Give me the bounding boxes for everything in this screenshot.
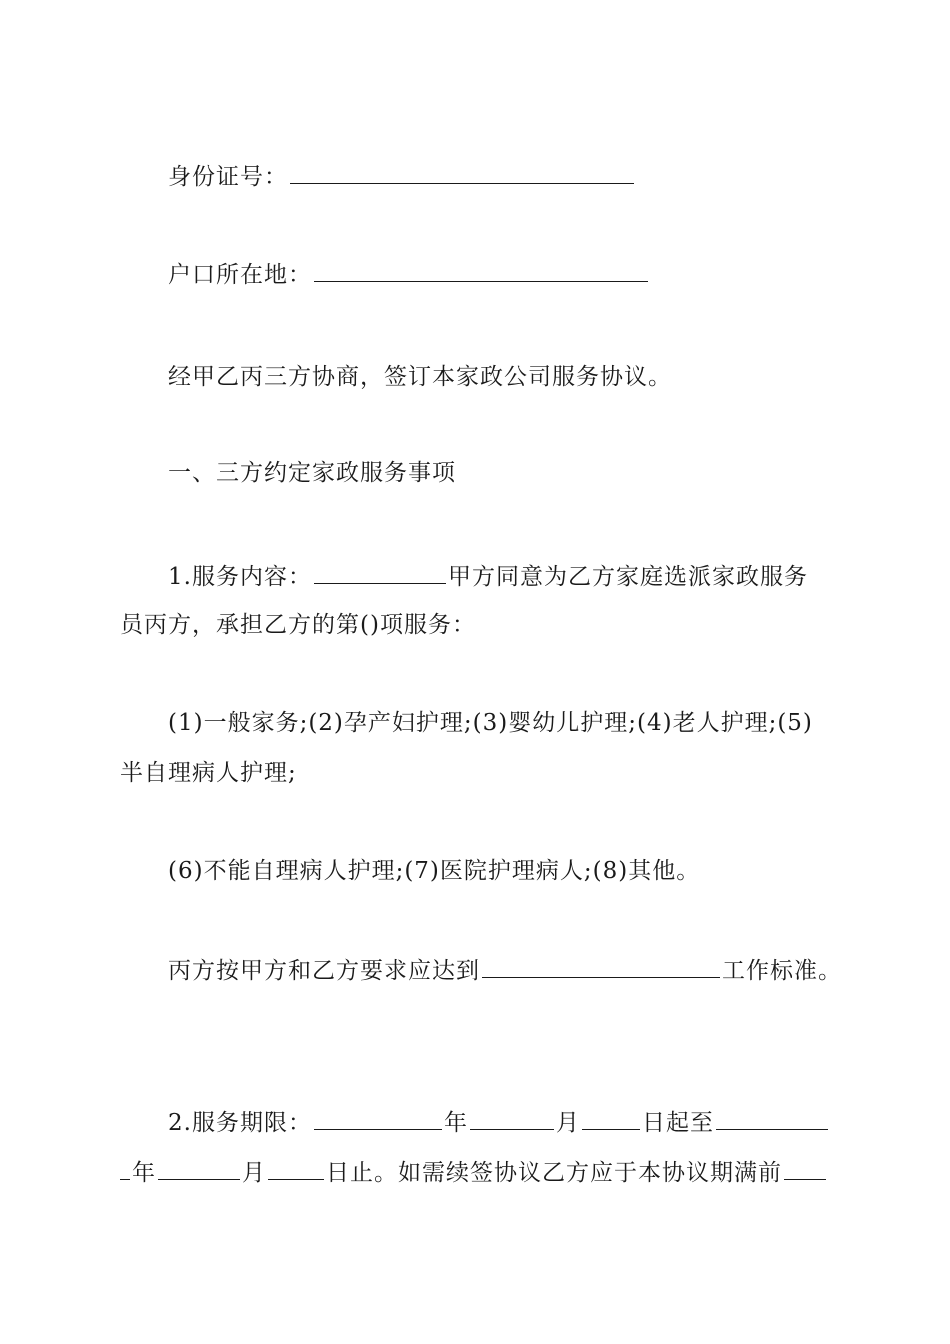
start-month-label: 月 <box>555 1110 580 1136</box>
services-list-line3: (6)不能自理病人护理;(7)医院护理病人;(8)其他。 <box>168 858 701 884</box>
hukou-blank[interactable] <box>314 259 648 282</box>
service-content-line1 <box>168 560 840 594</box>
id-number-line <box>168 160 840 194</box>
standard-line <box>168 954 840 988</box>
start-year-blank[interactable] <box>314 1107 442 1130</box>
section-heading: 一、三方约定家政服务事项 <box>168 460 456 486</box>
services-list-line2: 半自理病人护理; <box>120 760 297 786</box>
standard-blank[interactable] <box>482 955 720 978</box>
end-day-blank[interactable] <box>268 1157 324 1180</box>
service-content-text: 甲方同意为乙方家庭选派家政服务 <box>447 564 808 590</box>
id-number-blank[interactable] <box>290 161 634 184</box>
standard-suffix: 工作标准。 <box>722 958 842 984</box>
start-year-label: 年 <box>443 1110 468 1136</box>
start-month-blank[interactable] <box>470 1107 554 1130</box>
intro-paragraph: 经甲乙丙三方协商，签订本家政公司服务协议。 <box>168 364 672 390</box>
end-year-blank-part1[interactable] <box>716 1107 828 1130</box>
end-month-blank[interactable] <box>158 1157 240 1180</box>
services-list-line1: (1)一般家务;(2)孕产妇护理;(3)婴幼儿护理;(4)老人护理;(5) <box>168 710 813 736</box>
end-year-blank-part2[interactable] <box>120 1157 130 1180</box>
service-period-line2 <box>120 1156 840 1190</box>
renewal-days-blank[interactable] <box>784 1157 826 1180</box>
end-day-text: 日止。如需续签协议乙方应于本协议期满前 <box>326 1160 782 1186</box>
standard-prefix: 丙方按甲方和乙方要求应达到 <box>168 958 480 984</box>
end-month-label: 月 <box>242 1160 266 1186</box>
hukou-label: 户口所在地： <box>168 262 312 288</box>
start-day-label: 日起至 <box>641 1110 714 1136</box>
service-period-line1 <box>168 1106 840 1140</box>
hukou-line <box>168 258 840 292</box>
service-period-label: 2.服务期限： <box>168 1110 312 1136</box>
service-content-line2: 员丙方，承担乙方的第()项服务： <box>120 612 476 638</box>
end-year-label: 年 <box>132 1160 156 1186</box>
service-content-blank[interactable] <box>314 561 446 584</box>
id-number-label: 身份证号： <box>168 164 288 190</box>
start-day-blank[interactable] <box>582 1107 640 1130</box>
service-content-label: 1.服务内容： <box>168 564 312 590</box>
